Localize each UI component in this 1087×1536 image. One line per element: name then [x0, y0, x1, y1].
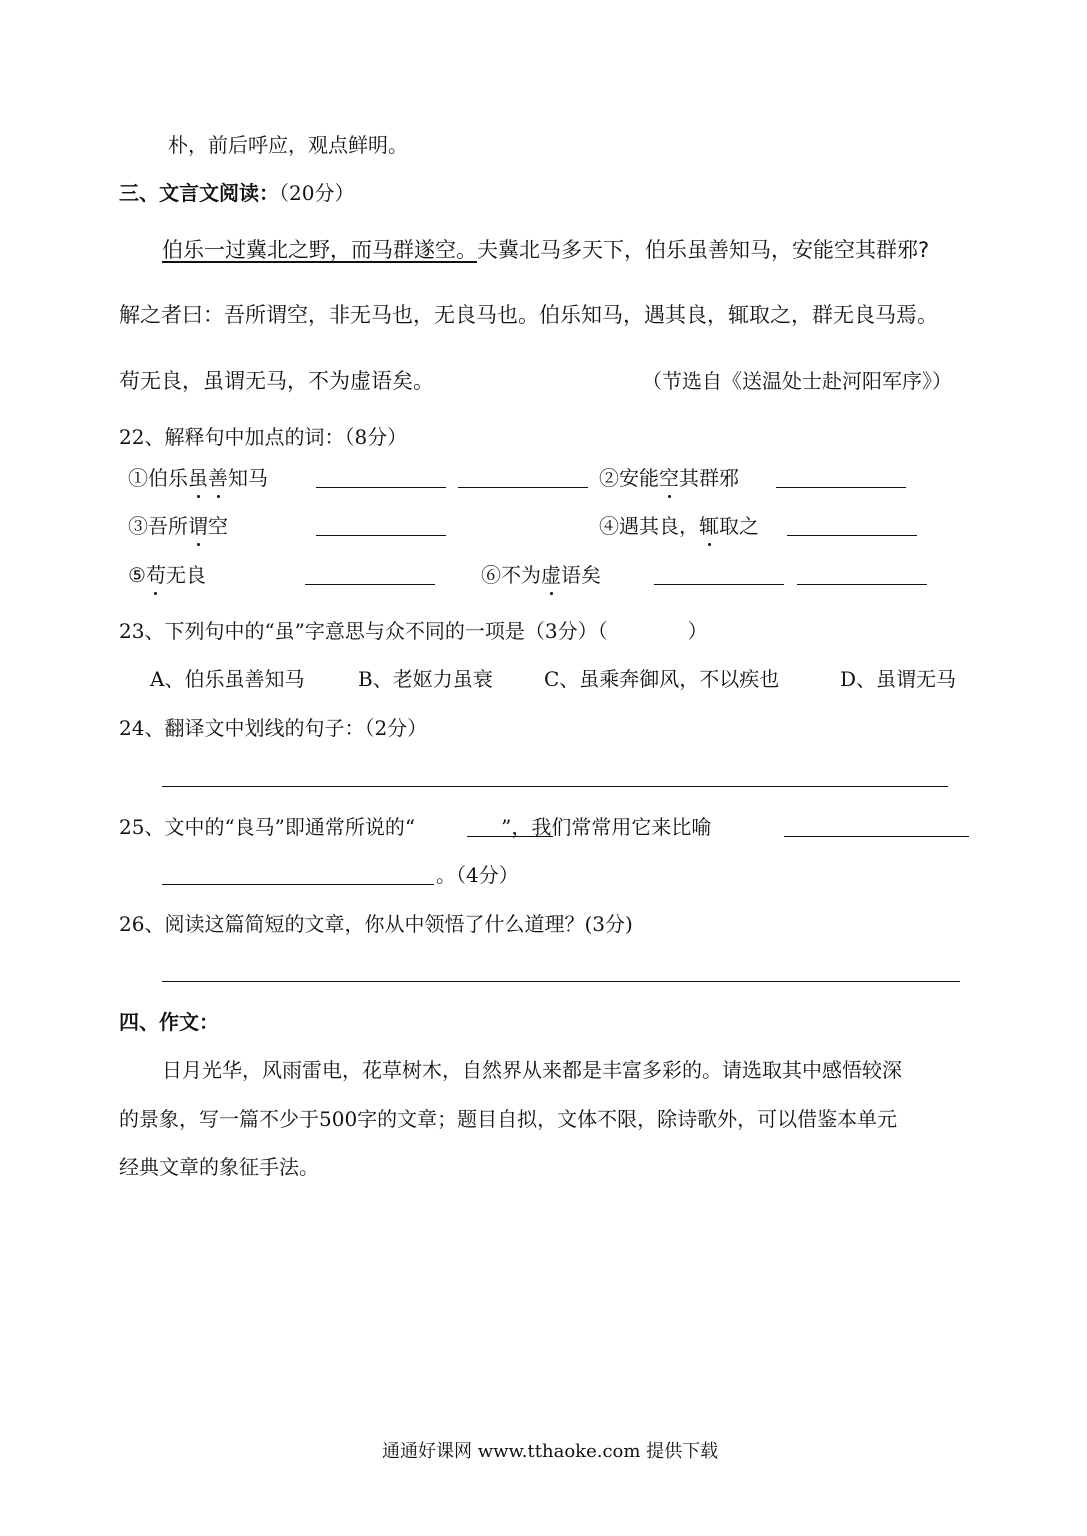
q23-option-c: C、虽乘奔御风，不以疾也	[544, 667, 780, 691]
q25-answer-blank-2[interactable]	[784, 836, 969, 837]
q22-answer-blank-1a[interactable]	[316, 487, 446, 488]
q22-answer-blank-4[interactable]	[787, 535, 917, 536]
passage-line-1-rest: 夫冀北马多天下，伯乐虽善知马，安能空其群邪?	[477, 238, 930, 262]
passage-line-1	[162, 235, 929, 265]
q23-option-d: D、虽谓无马	[840, 667, 957, 691]
q22-stem: 22、解释句中加点的词：（8分）	[119, 425, 408, 449]
dotted-word: 虽	[188, 463, 208, 493]
dotted-word: 苟	[146, 560, 166, 590]
q22-answer-blank-1b[interactable]	[458, 487, 588, 488]
q23-stem: 23、下列句中的“虽”字意思与众不同的一项是（3分）（ ）	[119, 619, 708, 643]
q22-answer-blank-3[interactable]	[316, 535, 446, 536]
section4-title: 四、作文：	[119, 1010, 219, 1034]
q23-option-a: A、伯乐虽善知马	[150, 667, 305, 691]
q22-item-3: ③吾所谓空	[128, 511, 228, 541]
dotted-word: 辄	[699, 511, 719, 541]
q22-item-4: ④遇其良，辄取之	[599, 511, 759, 541]
q22-item-2: ②安能空其群邪	[599, 463, 739, 493]
q26-stem: 26、阅读这篇简短的文章，你从中领悟了什么道理？(3分)	[119, 912, 633, 936]
page-footer: 通通好课网 www.tthaoke.com 提供下载	[382, 1441, 719, 1462]
q26-answer-line[interactable]	[162, 981, 960, 982]
q22-item-5: ⑤苟无良	[128, 560, 206, 590]
dotted-word: 善	[208, 463, 228, 493]
q22-answer-blank-6b[interactable]	[797, 584, 927, 585]
passage-line-3: 苟无良，虽谓无马，不为虚语矣。	[119, 369, 434, 393]
q22-item-6: ⑥不为虚语矣	[481, 560, 601, 590]
passage-line-2: 解之者曰：吾所谓空，非无马也，无良马也。伯乐知马，遇其良，辄取之，群无良马焉。	[119, 303, 938, 327]
section3-title: 三、文言文阅读：	[119, 181, 279, 205]
section3-score: （20分）	[279, 181, 355, 205]
q23-option-b: B、老妪力虽衰	[358, 667, 493, 691]
q22-answer-blank-5[interactable]	[305, 584, 435, 585]
q22-answer-blank-6a[interactable]	[654, 584, 784, 585]
q24-answer-line[interactable]	[162, 786, 948, 787]
q24-stem: 24、翻译文中划线的句子：（2分）	[119, 716, 428, 740]
essay-prompt-line-1: 日月光华，风雨雷电，花草树木，自然界从来都是丰富多彩的。请选取其中感悟较深	[162, 1058, 902, 1082]
dotted-word: 谓	[188, 511, 208, 541]
q25-line-1: 25、文中的“良马”即通常所说的“ ”，我们常常用它来比喻	[119, 815, 712, 839]
essay-prompt-line-3: 经典文章的象征手法。	[119, 1155, 319, 1179]
dotted-word: 空	[659, 463, 679, 493]
q25-answer-blank-1[interactable]	[467, 836, 553, 837]
q25-score: 。（4分）	[436, 863, 519, 887]
passage-underlined-sentence: 伯乐一过冀北之野，而马群遂空。	[162, 238, 477, 262]
essay-prompt-line-2: 的景象，写一篇不少于500字的文章；题目自拟，文体不限，除诗歌外，可以借鉴本单元	[119, 1107, 898, 1131]
q22-item-1: ①伯乐虽善知马	[128, 463, 268, 493]
q22-answer-blank-2[interactable]	[776, 487, 906, 488]
section3-heading	[119, 178, 354, 208]
intro-line: 朴，前后呼应，观点鲜明。	[168, 133, 408, 157]
q25-answer-blank-3[interactable]	[162, 884, 434, 885]
dotted-word: 虚	[541, 560, 561, 590]
passage-source: （节选自《送温处士赴河阳军序》）	[642, 369, 952, 393]
